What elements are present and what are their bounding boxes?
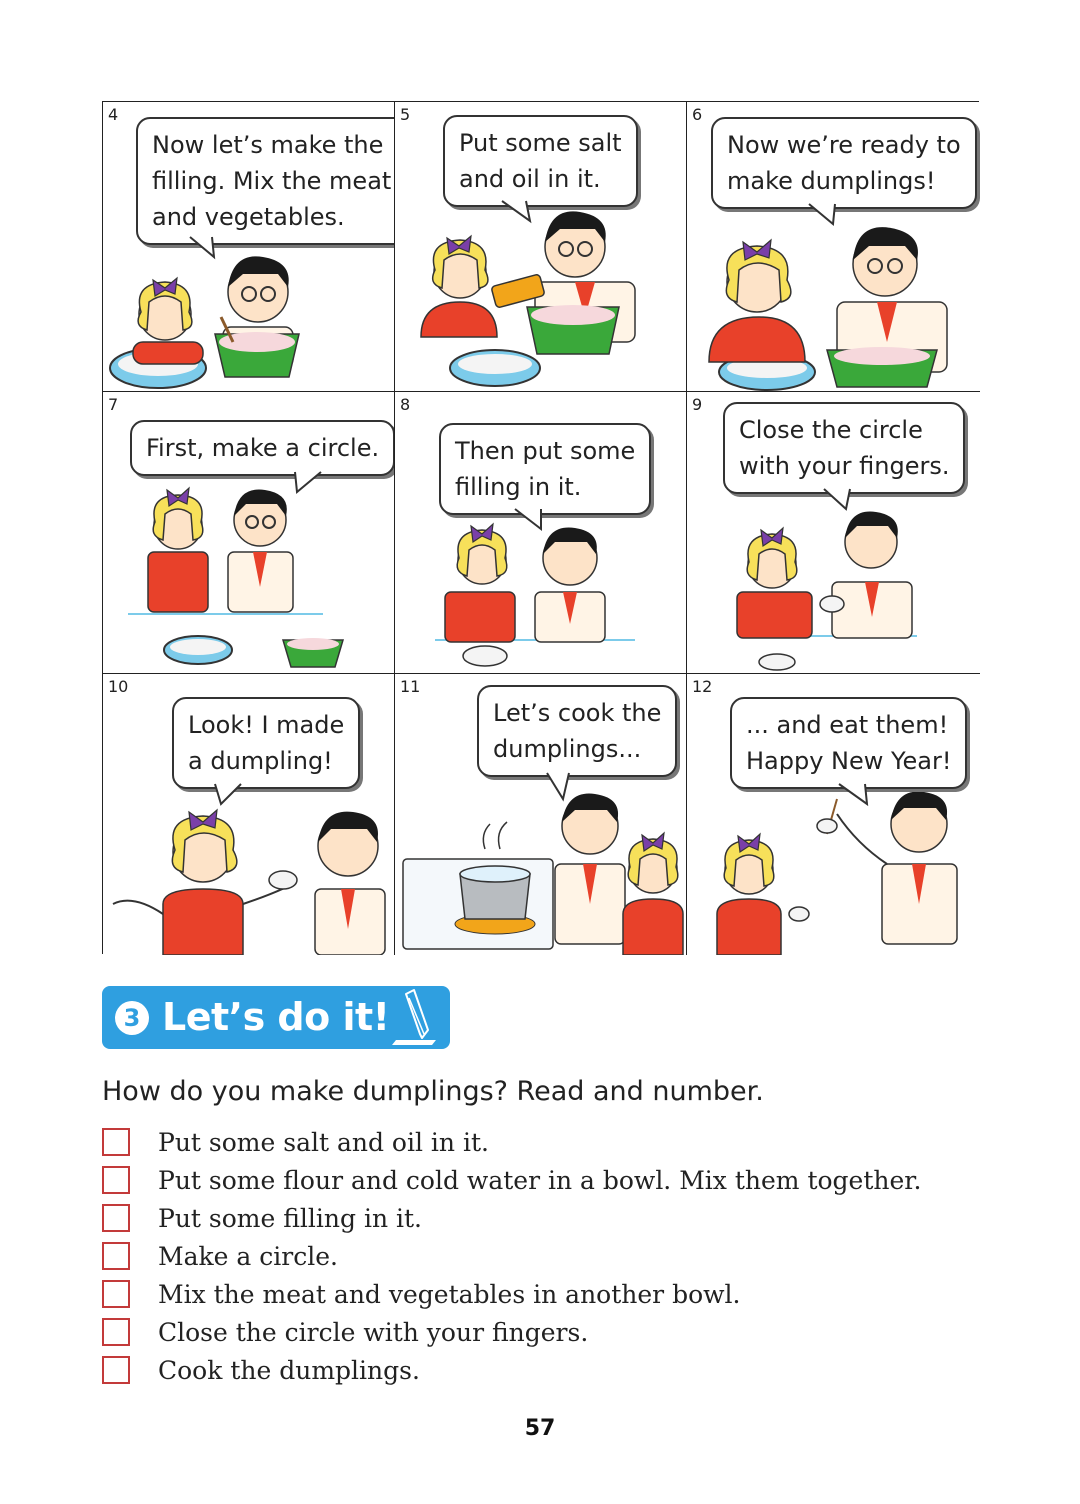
number-answer-box[interactable]	[102, 1204, 130, 1232]
step-text: Close the circle with your fingers.	[158, 1318, 589, 1347]
speech-line: Let’s cook the	[493, 699, 662, 727]
speech-line: ... and eat them!	[746, 711, 949, 739]
speech-bubble	[477, 685, 677, 777]
comic-panel-7	[103, 392, 395, 674]
speech-bubble	[136, 117, 395, 245]
comic-panel-6	[687, 102, 980, 392]
panel-number: 9	[692, 395, 703, 414]
speech-line: Now let’s make the	[152, 131, 384, 159]
speech-line: Put some salt	[459, 129, 622, 157]
bubble-tail	[837, 782, 877, 806]
bubble-tail	[500, 199, 540, 223]
panel-number: 8	[400, 395, 411, 414]
comic-panel-10	[103, 674, 395, 955]
instruction-text: How do you make dumplings? Read and number.	[102, 1076, 764, 1107]
comic-panel-8	[395, 392, 687, 674]
step-text: Make a circle.	[158, 1242, 338, 1271]
step-text: Put some salt and oil in it.	[158, 1128, 489, 1157]
bubble-tail	[545, 771, 585, 801]
comic-strip	[102, 101, 979, 954]
speech-line: and vegetables.	[152, 203, 345, 231]
speech-line: Close the circle	[739, 416, 923, 444]
speech-line: make dumplings!	[727, 167, 936, 195]
speech-line: and oil in it.	[459, 165, 601, 193]
bubble-tail	[293, 470, 333, 494]
speech-bubble	[130, 420, 395, 476]
number-answer-box[interactable]	[102, 1356, 130, 1384]
speech-bubble	[723, 402, 965, 494]
panel-number: 4	[108, 105, 119, 124]
section-header	[102, 986, 450, 1049]
panel-number: 12	[692, 677, 713, 696]
speech-line: Look! I made	[188, 711, 345, 739]
bubble-tail	[513, 507, 553, 531]
step-text: Put some filling in it.	[158, 1204, 422, 1233]
speech-line: Then put some	[455, 437, 636, 465]
panel-number: 7	[108, 395, 119, 414]
step-text: Mix the meat and vegetables in another bowl.	[158, 1280, 741, 1309]
section-number: 3	[115, 1001, 149, 1035]
speech-line: filling. Mix the meat	[152, 167, 392, 195]
speech-bubble	[172, 697, 360, 789]
speech-line: Now we’re ready to	[727, 131, 961, 159]
number-answer-box[interactable]	[102, 1128, 130, 1156]
panel-number: 10	[108, 677, 129, 696]
number-answer-box[interactable]	[102, 1280, 130, 1308]
comic-panel-4	[103, 102, 395, 392]
speech-line: filling in it.	[455, 473, 582, 501]
panel-number: 6	[692, 105, 703, 124]
comic-panel-11	[395, 674, 687, 955]
panel-number: 5	[400, 105, 411, 124]
speech-bubble	[711, 117, 977, 209]
bubble-tail	[188, 235, 228, 259]
speech-line: a dumpling!	[188, 747, 333, 775]
panel-number: 11	[400, 677, 421, 696]
bubble-tail	[807, 202, 847, 226]
section-title: Let’s do it!	[162, 995, 390, 1039]
bubble-tail	[213, 782, 253, 806]
speech-line: First, make a circle.	[146, 434, 380, 462]
speech-bubble	[443, 115, 638, 207]
speech-line: with your fingers.	[739, 452, 950, 480]
number-answer-box[interactable]	[102, 1242, 130, 1270]
step-text: Cook the dumplings.	[158, 1356, 420, 1385]
step-text: Put some flour and cold water in a bowl. Mix them together.	[158, 1166, 922, 1195]
comic-panel-12	[687, 674, 980, 955]
number-answer-box[interactable]	[102, 1318, 130, 1346]
pencil-icon	[392, 986, 440, 1049]
page-number: 57	[524, 1416, 556, 1441]
speech-line: Happy New Year!	[746, 747, 952, 775]
comic-panel-5	[395, 102, 687, 392]
speech-line: dumplings...	[493, 735, 642, 763]
number-answer-box[interactable]	[102, 1166, 130, 1194]
speech-bubble	[730, 697, 967, 789]
speech-bubble	[439, 423, 651, 515]
bubble-tail	[822, 487, 862, 511]
comic-panel-9	[687, 392, 980, 674]
